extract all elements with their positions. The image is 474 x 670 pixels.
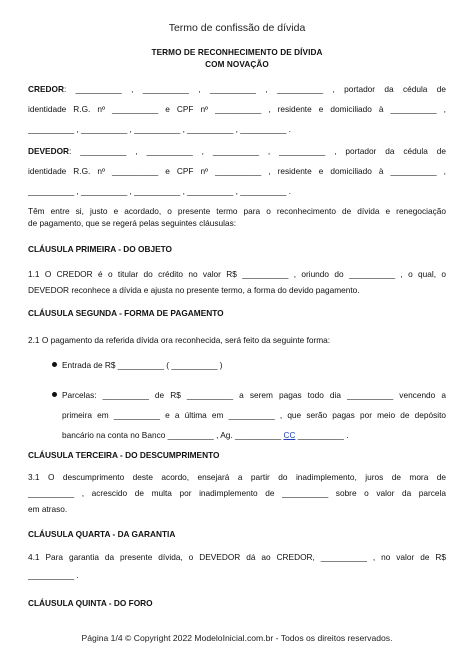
clause-4-line-2: __________ . [28, 570, 79, 580]
credor-paragraph [28, 79, 446, 139]
devedor-paragraph [28, 141, 446, 201]
clause-1-line-1: 1.1 O CREDOR é o titular do crédito no valor R$ __________ , oriundo do __________ , o qual, o [28, 269, 446, 279]
clause-2-line-1: 2.1 O pagamento da referida dívida ora reconhecida, será feito da seguinte forma: [28, 335, 331, 345]
clause-1-line-2: DEVEDOR reconhece a dívida e ajusta no presente termo, a forma do devido pagamento. [28, 285, 360, 295]
bullet-2-line-3-text: bancário na conta no Banco __________ , Ag. __________ [62, 430, 282, 440]
devedor-label: DEVEDOR [28, 146, 70, 156]
credor-line-1 [28, 79, 446, 99]
devedor-line-1-text: : __________ , __________ , __________ , __________ , portador da cédula de [69, 146, 446, 156]
credor-line-2: identidade R.G. nº __________ e CPF nº __________ , residente e domiciliado à __________ , [28, 104, 446, 114]
bullet-2-line-1: Parcelas: __________ de R$ __________ a serem pagas todo dia __________ vencendo a [62, 390, 446, 400]
clause-1-title: CLÁUSULA PRIMEIRA - DO OBJETO [28, 244, 172, 254]
devedor-line-1 [28, 141, 446, 161]
intro-paragraph [28, 205, 446, 229]
clause-2-bullet-1 [62, 355, 446, 375]
document-heading-line-2: COM NOVAÇÃO [205, 60, 269, 69]
intro-line-1: Têm entre si, justo e acordado, o presente termo para o reconhecimento de dívida e renegociação [28, 206, 446, 216]
bullet-icon [52, 392, 57, 397]
credor-line-1-text: : __________ , __________ , __________ , __________ , portador da cédula de [63, 84, 446, 94]
bullet-2-line-3-end: __________ . [297, 430, 349, 440]
bullet-icon [52, 362, 57, 367]
document-header-title: Termo de confissão de dívida [168, 22, 306, 34]
intro-line-2: de pagamento, que se regerá pelas seguintes cláusulas: [28, 218, 237, 228]
clause-3-paragraph [28, 469, 446, 517]
document-heading-line-1: TERMO DE RECONHECIMENTO DE DÍVIDA [151, 48, 323, 57]
clause-3-line-3: em atraso. [28, 504, 68, 514]
clause-1-paragraph [28, 266, 446, 298]
credor-line-3: __________ , __________ , __________ , __________ , __________ . [28, 124, 291, 134]
clause-5-title: CLÁUSULA QUINTA - DO FORO [28, 598, 153, 608]
clause-3-line-1: 3.1 O descumprimento deste acordo, ensejará a partir do inadimplemento, juros de mora de [28, 472, 446, 482]
clause-2-title: CLÁUSULA SEGUNDA - FORMA DE PAGAMENTO [28, 308, 224, 318]
page-footer: Página 1/4 © Copyright 2022 ModeloInicial.com.br - Todos os direitos reservados. [81, 633, 393, 643]
clause-2-paragraph [28, 330, 446, 350]
devedor-line-2: identidade R.G. nº __________ e CPF nº __________ , residente e domiciliado à __________ , [28, 166, 446, 176]
clause-4-title: CLÁUSULA QUARTA - DA GARANTIA [28, 529, 176, 539]
credor-label: CREDOR [28, 84, 64, 94]
devedor-line-3: __________ , __________ , __________ , __________ , __________ . [28, 186, 291, 196]
bullet-2-line-2: primeira em __________ e a última em __________ , que serão pagas por meio de depósito [62, 410, 446, 420]
clause-4-paragraph [28, 548, 446, 584]
cc-link[interactable]: CC [283, 430, 296, 440]
bullet-1-text: Entrada de R$ __________ ( __________ ) [62, 360, 223, 370]
bullet-2-line-3 [62, 425, 446, 445]
clause-3-title: CLÁUSULA TERCEIRA - DO DESCUMPRIMENTO [28, 450, 220, 460]
clause-2-bullet-2 [62, 385, 446, 445]
clause-3-line-2: __________ , acrescido de multa por inadimplemento de __________ sobre o valor da parcela [28, 488, 446, 498]
clause-4-line-1: 4.1 Para garantia da presente dívida, o DEVEDOR dá ao CREDOR, __________ , no valor de R$ [28, 552, 446, 562]
